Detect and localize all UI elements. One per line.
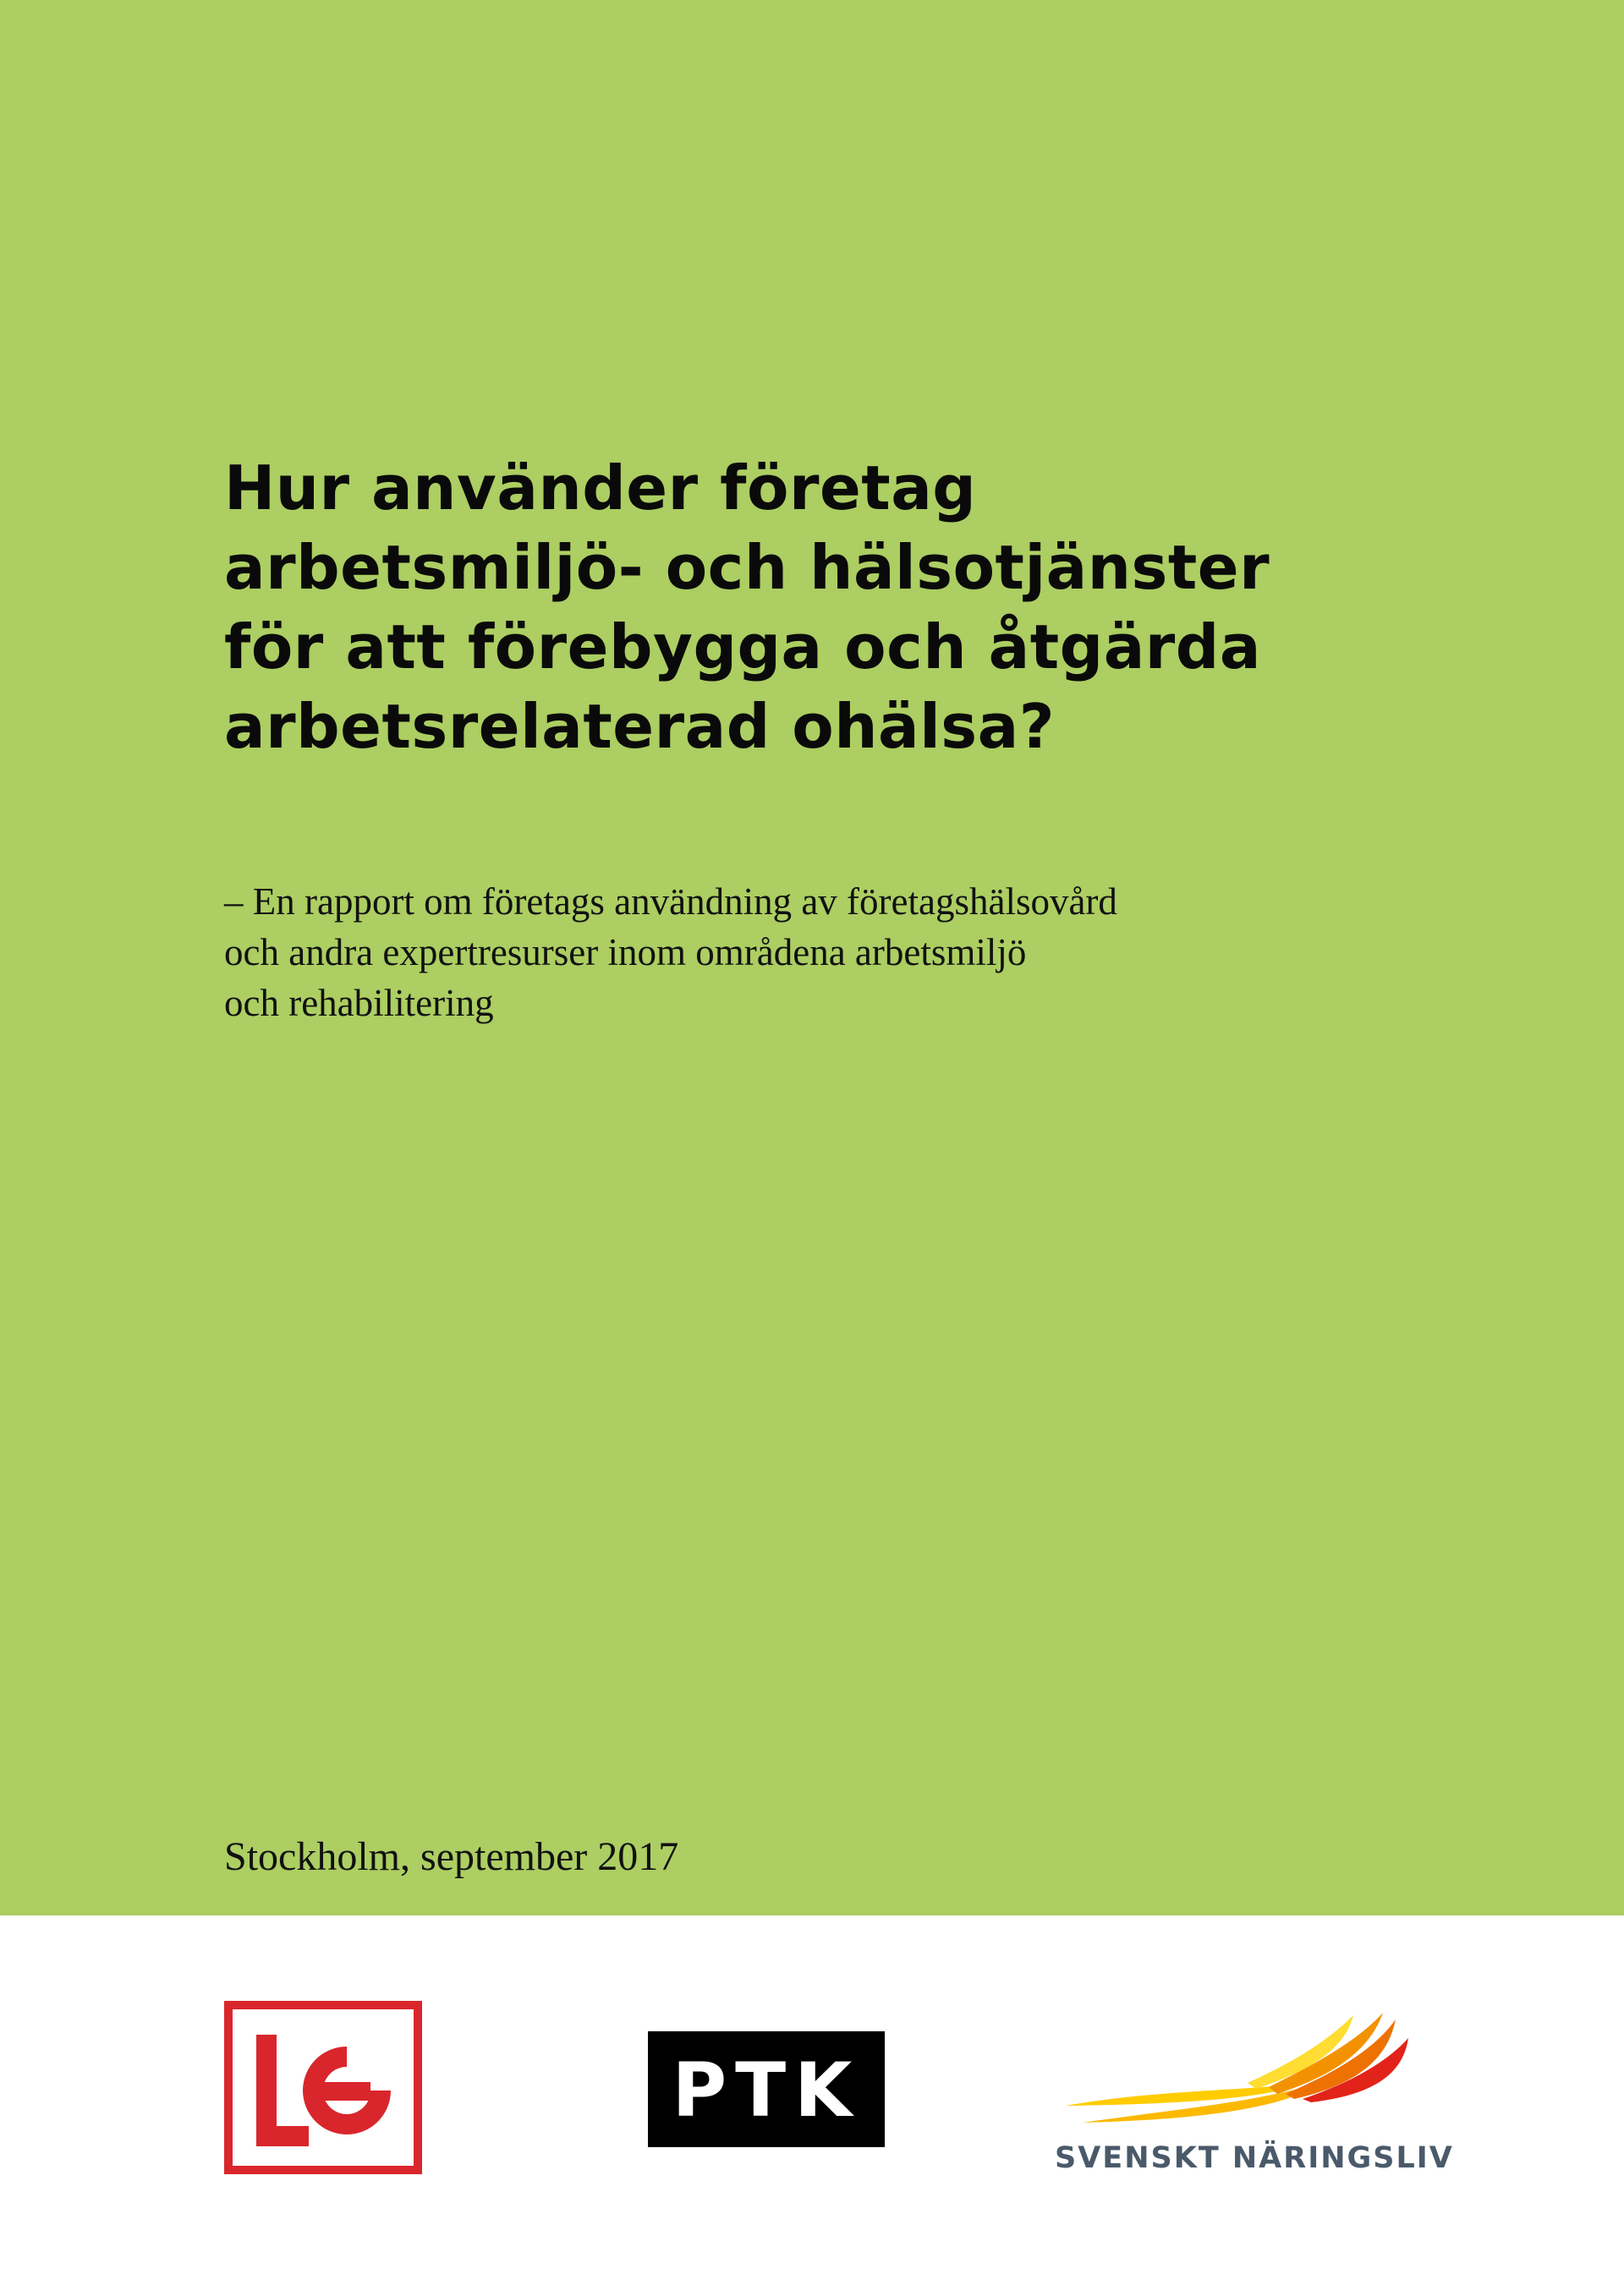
- report-title: [224, 448, 1493, 766]
- place-and-date: Stockholm, september 2017: [224, 1834, 679, 1879]
- title-line-1: Hur använder företag: [224, 452, 977, 523]
- subtitle-line-1: – En rapport om företags användning av företagshälsovård: [224, 880, 1117, 923]
- title-line-4: arbetsrelaterad ohälsa?: [224, 691, 1055, 762]
- title-line-2: arbetsmiljö- och hälsotjänster: [224, 532, 1270, 603]
- svenskt-naringsliv-logo-text: SVENSKT NÄRINGSLIV: [1055, 2141, 1454, 2175]
- subtitle-line-2: och andra expertresurser inom områdena arbetsmiljö: [224, 931, 1027, 973]
- subtitle-line-3: och rehabilitering: [224, 982, 494, 1024]
- title-line-3: för att förebygga och åtgärda: [224, 611, 1261, 682]
- svenskt-naringsliv-wing-icon: [1049, 2003, 1421, 2138]
- ptk-logo-text: PTK: [672, 2047, 861, 2134]
- ptk-logo: [648, 2031, 885, 2147]
- lo-logo-icon: [224, 2001, 422, 2174]
- report-subtitle: [224, 876, 1408, 1028]
